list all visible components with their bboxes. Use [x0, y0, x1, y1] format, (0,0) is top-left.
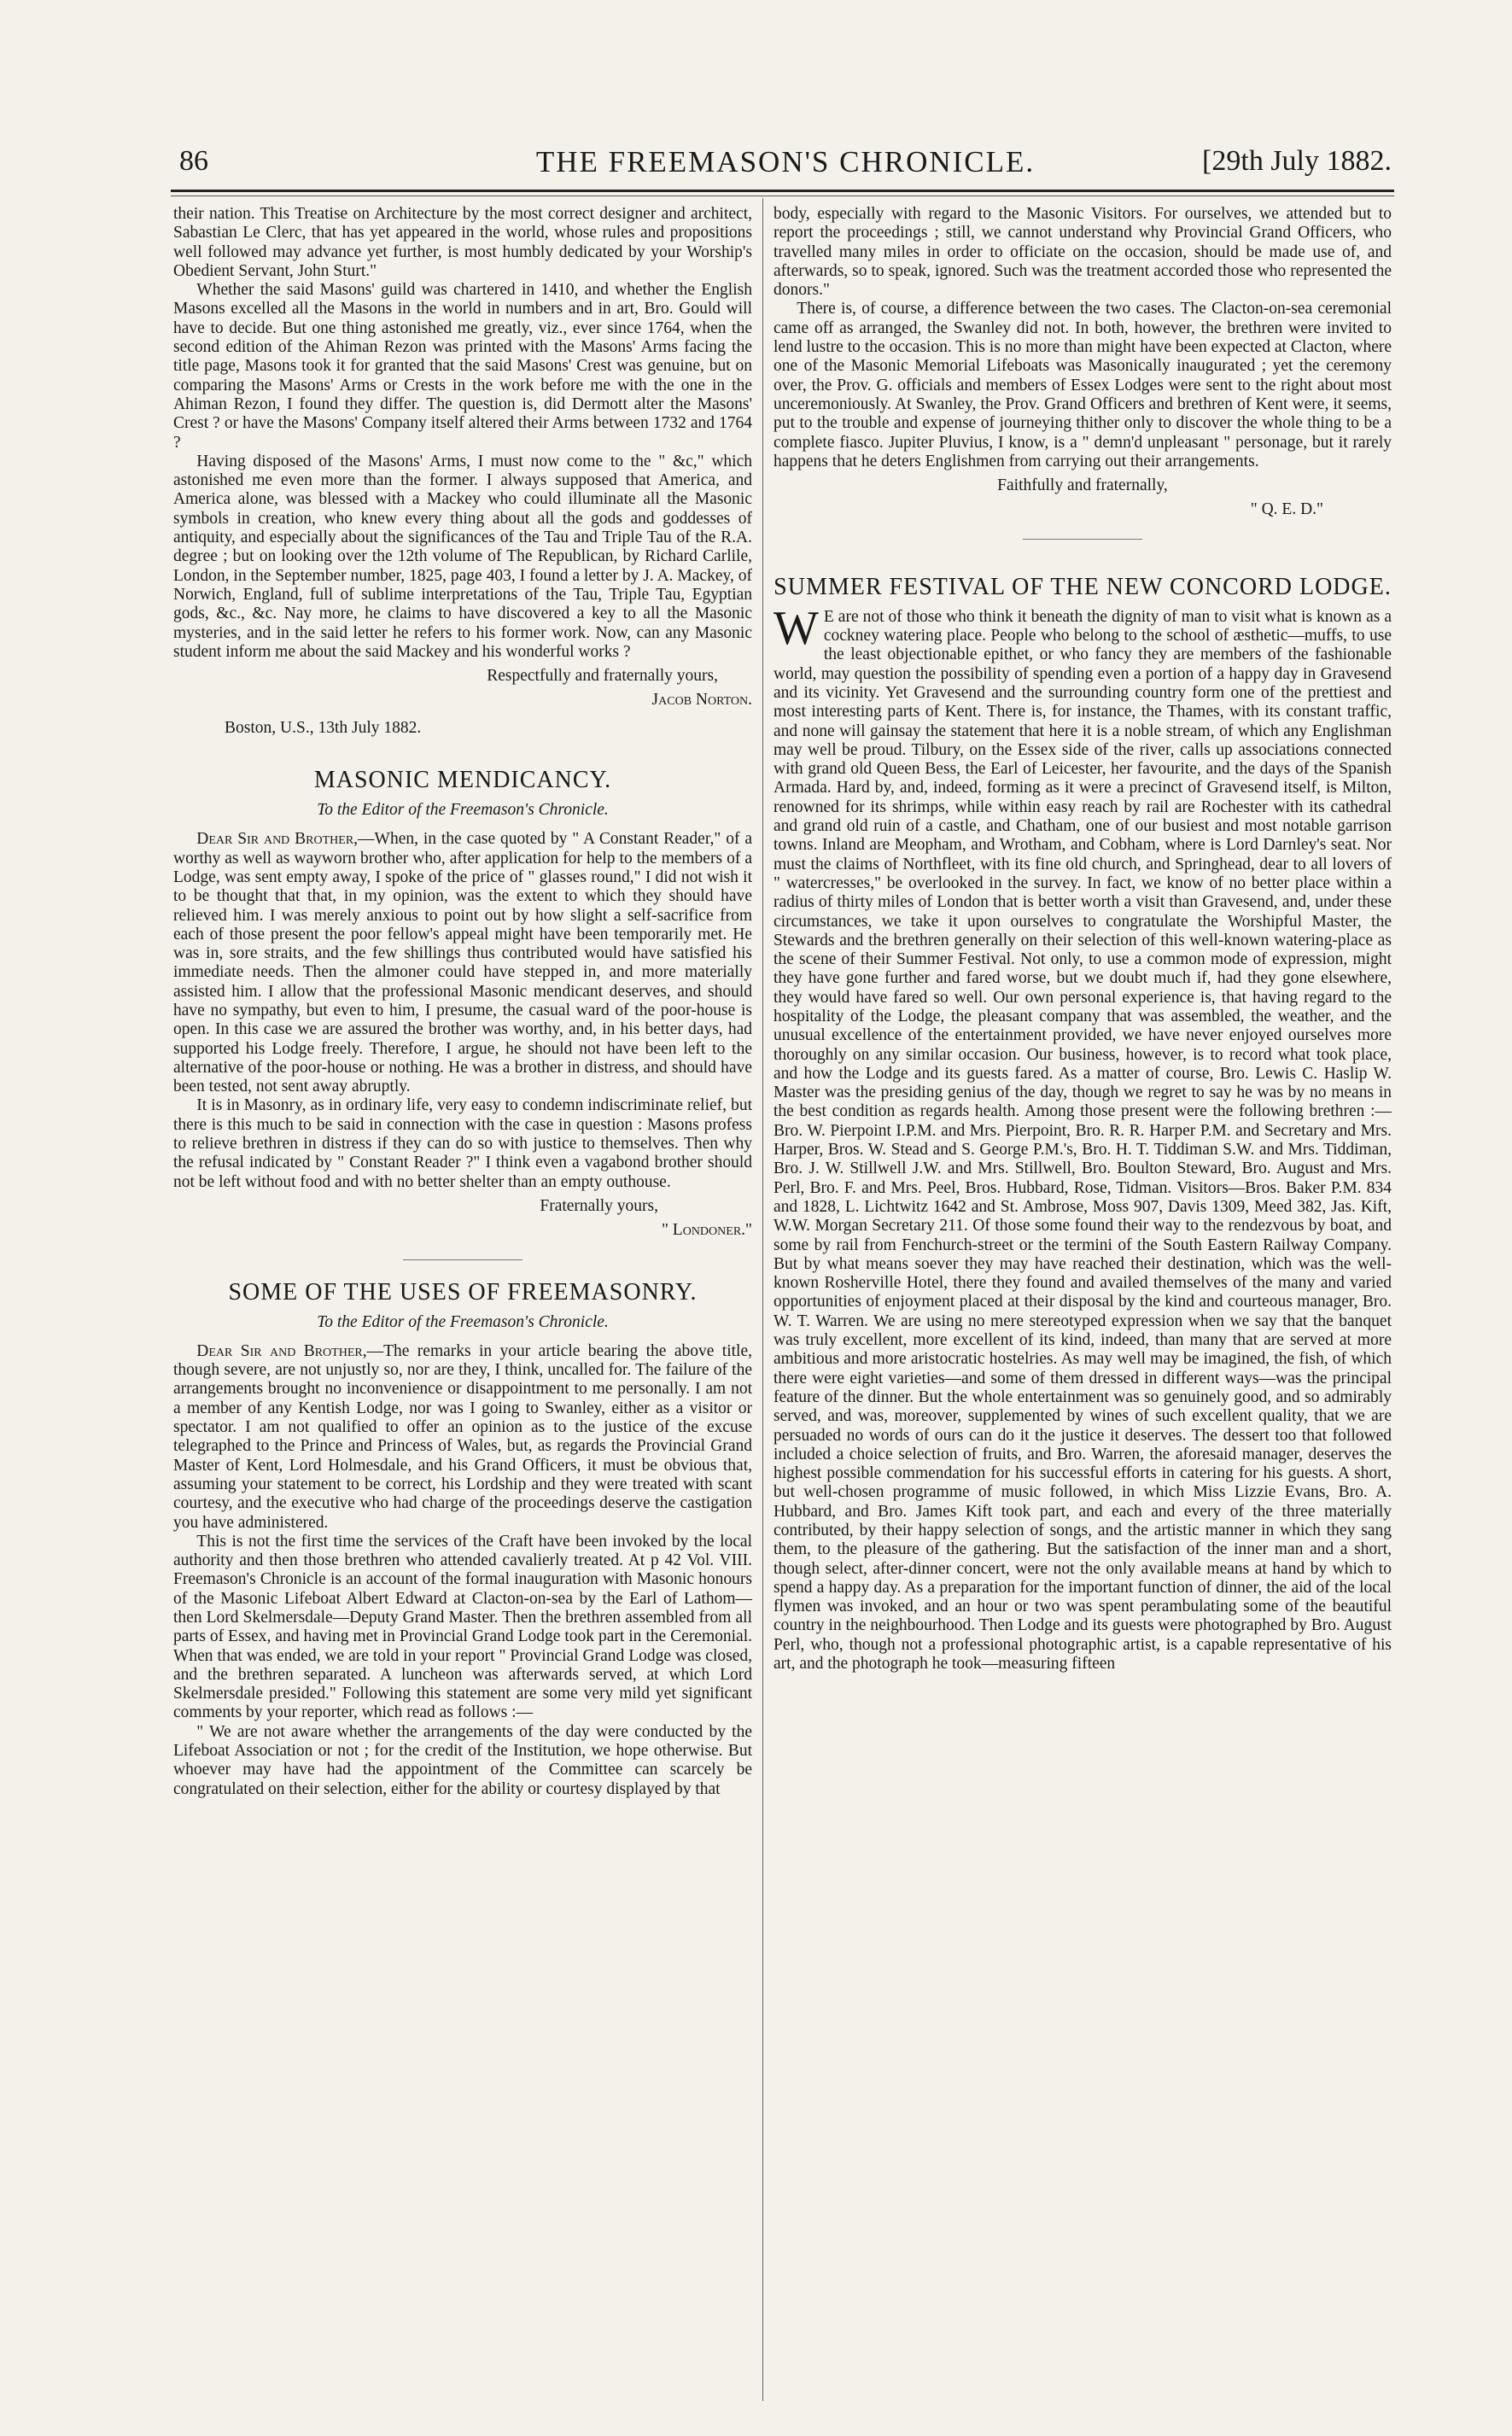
paragraph: Whether the said Masons' guild was chartered in 1410, and whether the English Masons excelled all the Masons in the world in numbers and in art, Bro. Gould will have to decide. But one thing astonished me greatly, viz., ever since 1764, when the second edition of the Ahiman Rezon was printed with the Masons' Arms facing the title page, Masons took it for granted that the said Masons' Crest was genuine, but on comparing the Masons' Arms or Crests in the work before me with the one in the Ahiman Rezon, I found they differ. The question is, did Dermott alter the Masons' Crest ? or have the Masons' Company itself altered their Arms between 1732 and 1764 ? — [173, 281, 752, 452]
article-subheading: To the Editor of the Freemason's Chronicle. — [317, 1312, 609, 1331]
header-rule — [171, 190, 1394, 192]
letter-dateline: Boston, U.S., 13th July 1882. — [225, 718, 422, 737]
drop-capital: W — [774, 601, 819, 655]
section-separator — [1023, 539, 1142, 540]
paragraph: their nation. This Treatise on Architecture by the most correct designer and architect, Sabastian Le Clerc, that has yet appeared in the world, whose rules and propositions well followed may advance yet further, is most humbly dedicated by your Worship's Obedient Servant, John Sturt." — [173, 205, 752, 280]
paragraph: Having disposed of the Masons' Arms, I must now come to the " &c," which astonished me even more than the former. I always supposed that America, and America alone, was blessed with a Mackey who could illuminate all the Masonic symbols in creation, who knew every thing about all the gods and goddesses of antiquity, and especially about the significances of the Tau and Triple Tau of the R.A. degree ; but on looking over the 12th volume of The Republican, by Richard Carlile, London, in the September number, 1825, page 403, I found a letter by J. A. Mackey, of Norwich, England, full of sublime interpretations of the Tau, Triple Tau, Egyptian gods, &c., &c. Nay more, he claims to have discovered a key to all the Masonic mysteries, and in the said letter he refers to his former work. Now, can any Masonic student inform me about the said Mackey and his wonderful works ? — [173, 452, 752, 661]
article-heading: SOME OF THE USES OF FREEMASONRY. — [228, 1278, 698, 1306]
article-heading: SUMMER FESTIVAL OF THE NEW CONCORD LODGE. — [774, 573, 1392, 600]
paragraph-text: —When, in the case quoted by " A Constant Reader," of a worthy as well as wayworn brother who, after application for help to the members of a Lodge, was sent empty away, I spoke of the price of " glasses round," I did not wish it to be thought that that, in my opinion, was the extent to which they should have relieved him. I was merely anxious to point out by how slight a self-sacrifice from each of those present the poor fellow's appeal might have been temporarily met. He was in, sore straits, and the few shillings thus contributed would have satisfied his immediate needs. Then the almoner could have stepped in, and more materially assisted him. I allow that the professional Masonic mendicant deserves, and should have no sympathy, but even to him, I presume, the casual ward of the poor-house is open. In this case we are assured the brother was worthy, and, in his better days, had supported his Lodge freely. Therefore, I argue, he should not have been left to the alternative of the poor-house or nothing. He was a brother in distress, and should have been tested, not sent away abruptly. — [173, 830, 753, 1096]
left-column — [173, 205, 752, 1799]
paragraph: " We are not aware whether the arrangements of the day were conducted by the Lifeboat Association or not ; for the credit of the Institution, we hope otherwise. But whoever may have had the appointment of the Committee can scarcely be congratulated on their selection, either for the ability or courtesy displayed by that — [173, 1722, 752, 1798]
paragraph-text: —The remarks in your article bearing the above title, though severe, are not unjustly so, nor are they, I think, uncalled for. The failure of the arrangements brought no inconvenience or disappointment to me personally. I am not a member of any Kentish Lodge, nor was I going to Swanley, either as a visitor or spectator. I am not qualified to offer an opinion as to the justice of the excuse telegraphed to the Prince and Princess of Wales, but, as regards the Provincial Grand Master of Kent, Lord Holmesdale, and his Grand Officers, it must be obvious that, assuming your statement to be correct, his Lordship and they were treated with scant courtesy, and the executive who had charge of the proceedings deserve the castigation you have administered. — [173, 1341, 752, 1532]
issue-date: [29th July 1882. — [1202, 145, 1392, 177]
section-separator — [403, 1259, 522, 1260]
column-divider — [762, 198, 763, 2401]
paragraph-text: E are not of those who think it beneath the dignity of man to visit what is known as a cockney watering place. People who belong to the school of æsthetic—muffs, to use the least objectionable epithet, or who fancy they are members of the fashionable world, may question the possibility of spending even a portion of a happy day in Gravesend and its vicinity. Yet Gravesend and the surrounding country form one of the prettiest and most interesting parts of Kent. There is, for instance, the Thames, with its constant traffic, and none will gainsay the statement that here it is a noble stream, of which any Englishman may well be proud. Tilbury, on the Essex side of the river, calls up associations connected with grand old Queen Bess, the Earl of Leicester, her favourite, and the days of the Spanish Armada. Hard by, and, indeed, forming as it were a precinct of Gravesend itself, is Milton, renowned for its shrimps, while within easy reach by rail are Rochester with its cathedral and grand old ruin of a castle, and Chatham, one of our busiest and most notable garrison towns. Inland are Meopham, and Wrotham, and Cobham, where is Lord Darnley's seat. Nor must the claims of Northfleet, with its fine old church, and Springhead, dear to all lovers of " watercresses," be overlooked in the survey. In fact, we know of no better place within a radius of thirty miles of London that is better worth a visit than Gravesend, and, under these circumstances, we take it upon ourselves to congratulate the Worshipful Master, the Stewards and the brethren generally on their selection of this well-known watering-place as the scene of their Summer Festival. Not only, to use a common mode of expression, might they have gone further and fared worse, but we doubt much if, had they gone elsewhere, they would have fared so well. Our own personal experience is, that having regard to the hospitality of the Lodge, the pleasant company that was assembled, the weather, and the unusual excellence of the entertainment provided, we have never enjoyed ourselves more thoroughly on any similar occasion. Our business, however, is to record what took place, and how the Lodge and its guests fared. As a matter of course, Bro. Lewis C. Haslip W. Master was the presiding genius of the day, though we regret to say he was by no means in the best condition as regards health. Among those present were the following brethren :— Bro. W. Pierpoint I.P.M. and Mrs. Pierpoint, Bro. R. R. Harper P.M. and Secretary and Mrs. Harper, Bros. W. Stead and S. George P.M.'s, Bro. H. T. Tiddiman S.W. and Mrs. Tiddiman, Bro. J. W. Stillwell J.W. and Mrs. Stillwell, Bro. Boulton Steward, Bro. August and Mrs. Perl, Bro. F. and Mrs. Peel, Bros. Hubbard, Rose, Tidman. Visitors—Bros. Baker P.M. 834 and 1828, L. Lichtwitz 1642 and St. Ambrose, Moss 907, Davis 1309, Meed 382, Jas. Kift, W.W. Morgan Secretary 211. Of those some found their way to the rendezvous by boat, and some by rail from Fenchurch-street or the termini of the South Eastern Railway Company. But by what means soever they may have reached their destination, which was the well-known Rosherville Hotel, there they found and availed themselves of the many and varied opportunities of enjoyment placed at their disposal by the kind and courteous manager, Bro. W. T. Warren. We are using no mere stereotyped expression when we say that the banquet was truly excellent, more excellent of its kind, indeed, than many that are served at more ambitious and more aristocratic hostelries. As may well may be imagined, the fish, of which there were eight varieties—and some of them dressed in different ways—was the principal feature of the dinner. But the whole entertainment was so genuinely good, and so admirably served, and was, moreover, supplemented by wines of such excellent quality, that we are persuaded no words of ours can do it the justice it deserves. The dessert too that followed included a choice selection of fruits, and Bro. Warren, the aforesaid manager, deserves the highest possible commendation for his successful efforts in catering for his guests. A short, but well-chosen programme of music followed, in which Miss Lizzie Evans, Bro. A. Hubbard, and Bro. James Kift took part, and each and every of the three materially contributed, by their happy selection of songs, and the artistic manner in which they sang them, to the pleasure of the gathering. But the satisfaction of the inner man and a short, though select, after-dinner concert, were not the only available means at hand by which to spend a happy day. As a preparation for the important function of dinner, the aid of the local flymen was invoked, and an hour or two was spent perambulating some of the beautiful country in the neighbourhood. Then Lodge and its guests were photographed by Bro. August Perl, who, though not a professional photographic artist, is a capable representative of his art, and the photograph he took—measuring fifteen — [774, 607, 1392, 1674]
letter-signature: " Londoner." — [661, 1221, 752, 1240]
letter-closing: Respectfully and fraternally yours, — [487, 667, 718, 686]
salutation: Dear Sir and Brother, — [196, 1341, 367, 1360]
article-subheading: To the Editor of the Freemason's Chronicle. — [317, 801, 609, 820]
salutation: Dear Sir and Brother, — [196, 830, 359, 849]
page-number: 86 — [179, 145, 208, 177]
article-heading: MASONIC MENDICANCY. — [313, 767, 612, 794]
page-header — [179, 145, 1392, 188]
paragraph: There is, of course, a difference between the two cases. The Clacton-on-sea ceremonial came off as arranged, the Swanley did not. In both, however, the brethren were invited to lend lustre to the occasion. This is no more than might have been expected at Clacton, where one of the Masonic Memorial Lifeboats was Masonically inaugurated ; yet the ceremony over, the Prov. G. officials and members of Essex Lodges were sent to the right about most unceremoniously. At Swanley, the Prov. Grand Officers and brethren of Kent were, it seems, put to the trouble and expense of journeying thither only to discover the whole thing to be a complete fiasco. Jupiter Pluvius, I know, is a " demn'd unpleasant " personage, but it rarely happens that he deters Englishmen from carrying out their arrangements. — [774, 300, 1392, 470]
letter-signature: Jacob Norton. — [651, 691, 752, 710]
paragraph: This is not the first time the services of the Craft have been invoked by the local authority and then those brethren who attended cavalierly treated. At p 42 Vol. VIII. Freemason's Chronicle is an account of the formal inauguration with Masonic honours of the Masonic Lifeboat Albert Edward at Clacton-on-sea by the Earl of Lathom—then Lord Skelmersdale—Deputy Grand Master. Then the brethren assembled from all parts of Essex, and having met in Provincial Grand Lodge took part in the Ceremonial. When that was ended, we are told in your report " Provincial Grand Lodge was closed, and the brethren separated. A luncheon was afterwards served, at which Lord Skelmersdale presided." Following this statement are some very mild yet significant comments by your reporter, which read as follows :— — [173, 1532, 752, 1722]
letter-closing: Fraternally yours, — [540, 1196, 658, 1215]
paragraph: body, especially with regard to the Masonic Visitors. For ourselves, we attended but to report the proceedings ; still, we cannot understand why Provincial Grand Officers, who travelled many miles in order to officiate on the occasion, should be made use of, and afterwards, so to speak, ignored. Such was the treatment accorded those who represented the donors." — [774, 205, 1392, 300]
paragraph: It is in Masonry, as in ordinary life, very easy to condemn indiscriminate relief, but there is this much to be said in connection with the case in question : Masons profess to relieve brethren in distress if they can do so with justice to themselves. Then why the refusal indicated by " Constant Reader ?" I think even a vagabond brother should not be left without food and with no better shelter than an empty outhouse. — [173, 1096, 752, 1191]
letter-signature: " Q. E. D." — [1250, 500, 1323, 519]
letter-closing: Faithfully and fraternally, — [997, 476, 1168, 495]
masthead-title: THE FREEMASON'S CHRONICLE. — [535, 145, 1036, 178]
right-column — [774, 205, 1392, 1674]
